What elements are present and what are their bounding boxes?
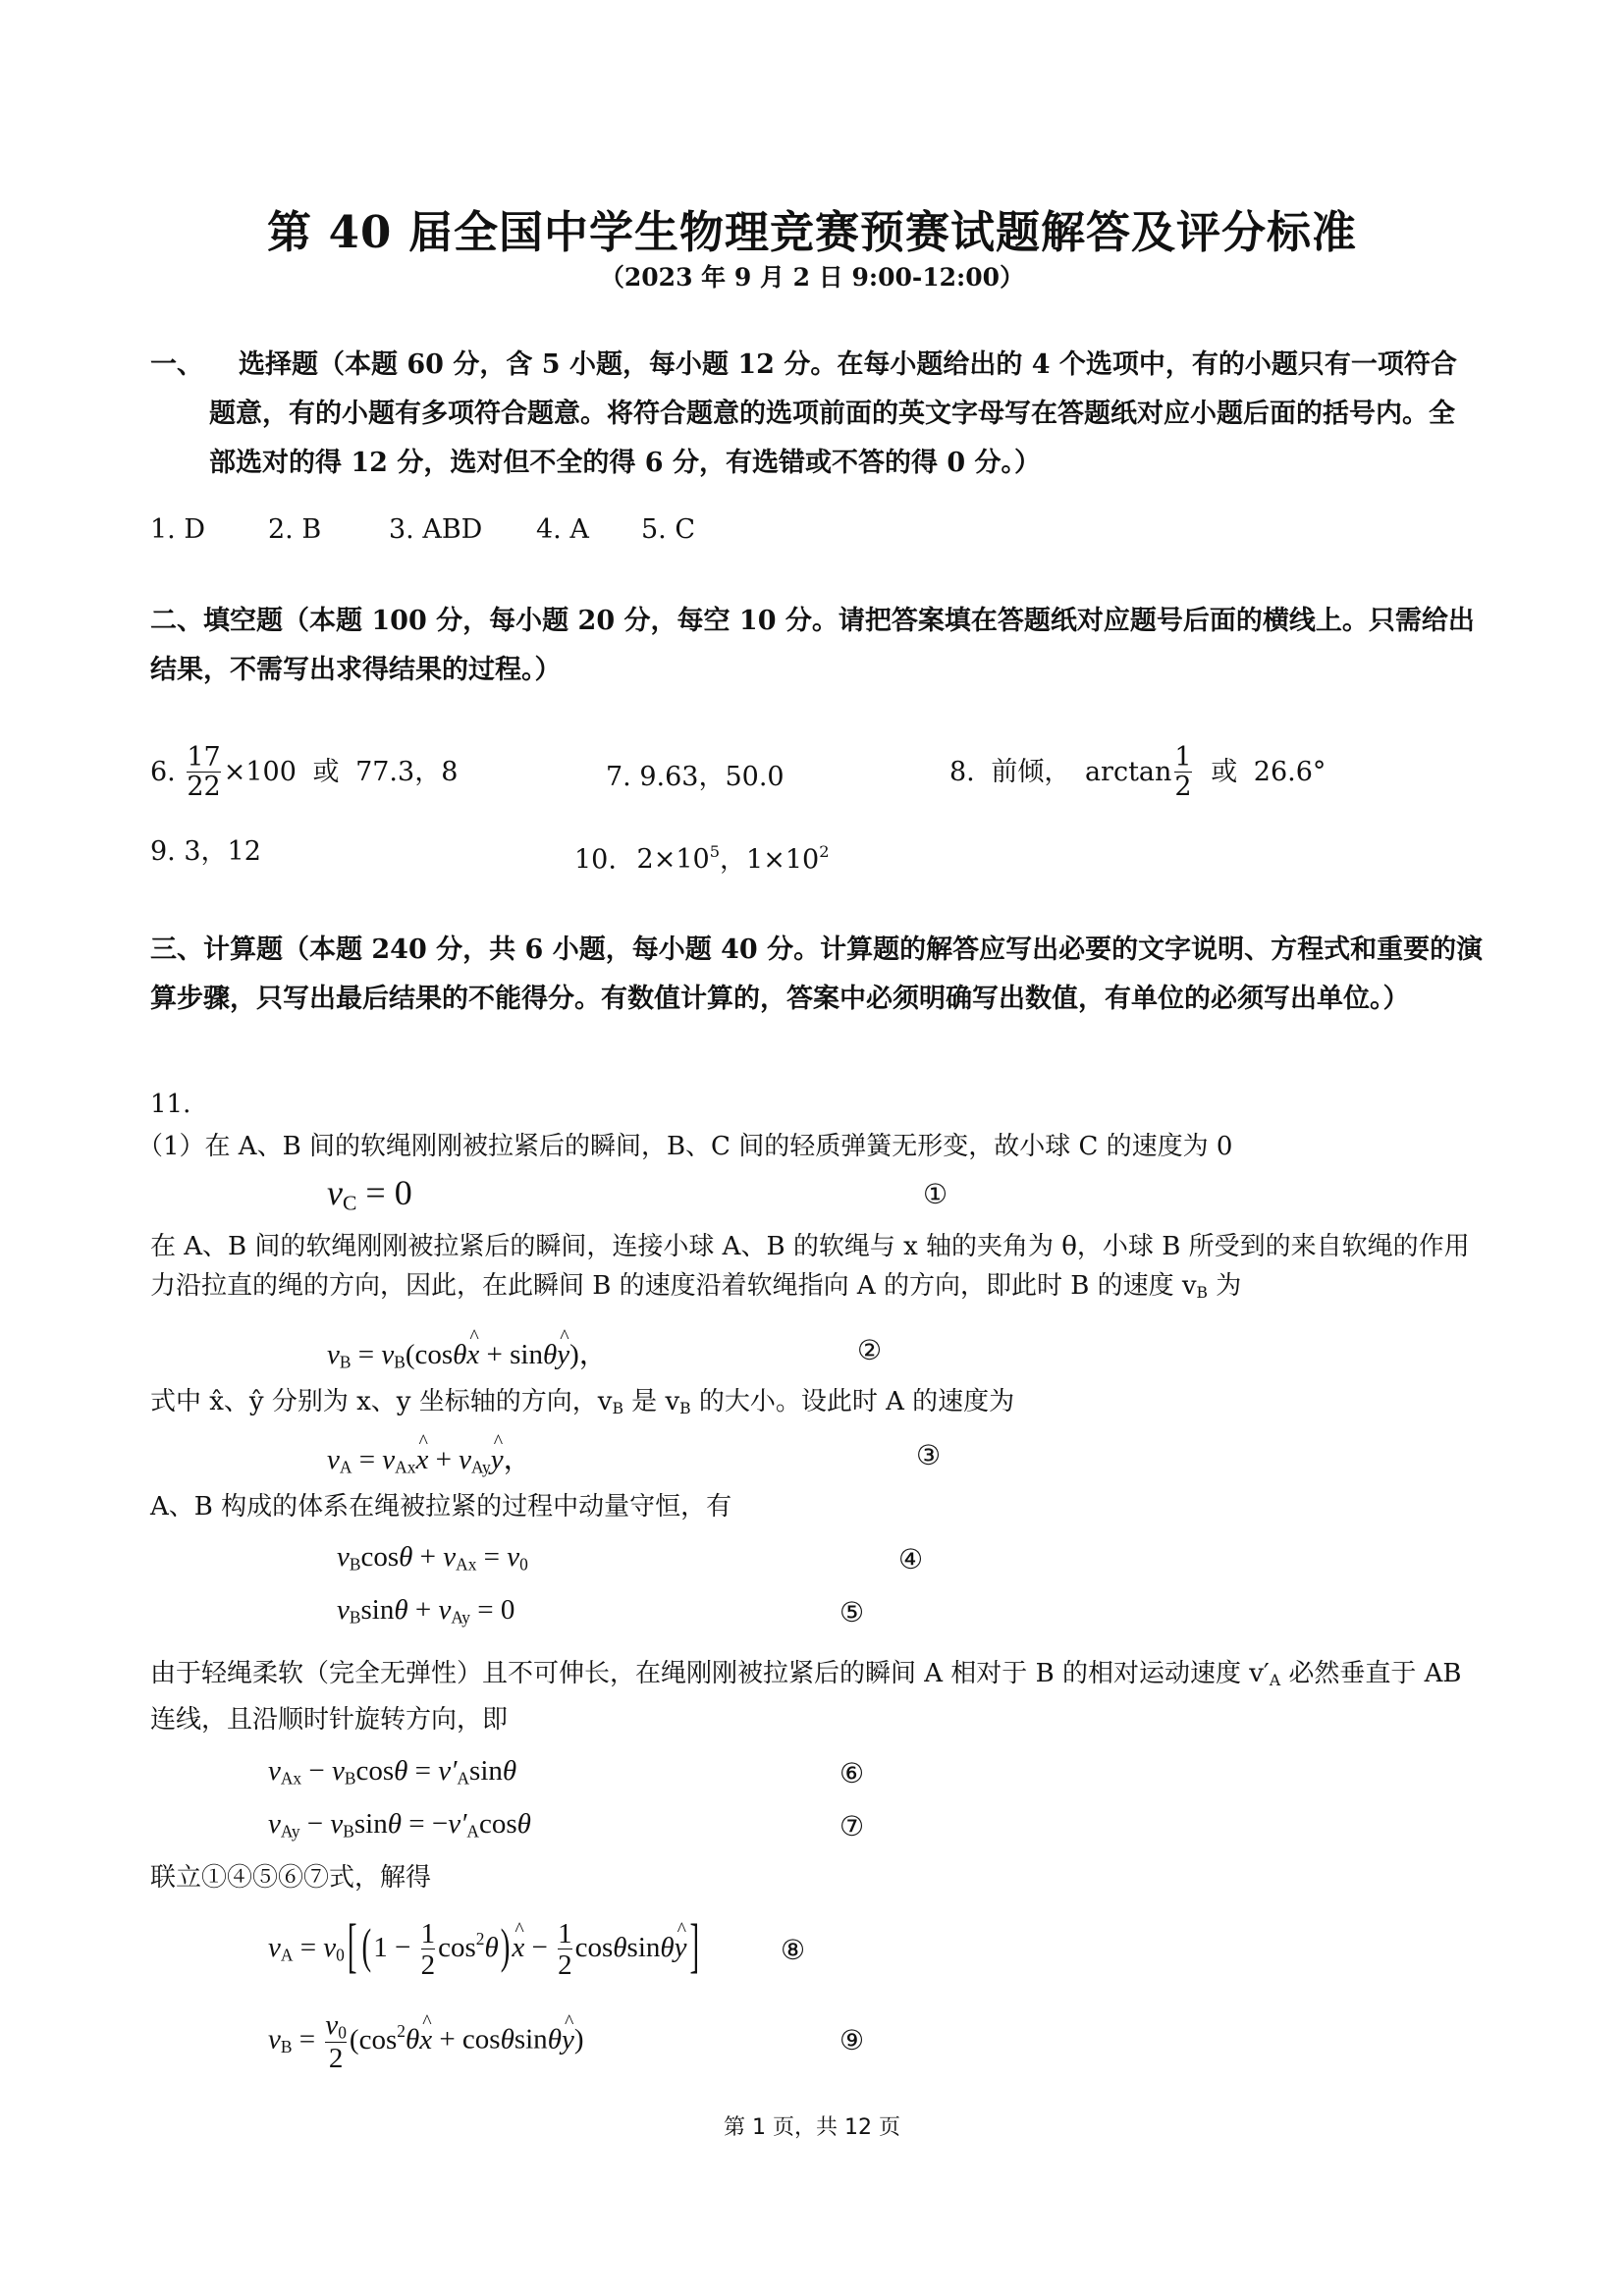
eq-marker-1: ① <box>923 1178 948 1210</box>
problem11-paragraph-5: 由于轻绳柔软（完全无弹性）且不可伸长，在绳刚刚被拉紧后的瞬间 A 相对于 B 的相对运动速度 $v'_A$ 必然垂直于 AB 连线，且沿顺时针旋转方向，即 <box>150 1659 1462 1735</box>
answer-4: 4. A <box>536 514 589 545</box>
fraction-17-22: $\frac{17}{22}$ <box>187 742 221 803</box>
problem11-paragraph-6: 联立①④⑤⑥⑦式，解得 <box>150 1863 432 1893</box>
equation-6: $v_{Ax} - v_B\cos\theta = v'_A\sin\theta$ <box>268 1755 517 1789</box>
eq-marker-5: ⑤ <box>839 1596 865 1629</box>
answer-2: 2. B <box>268 514 322 545</box>
answer-3: 3. ABD <box>389 514 483 545</box>
equation-5: $v_B\sin\theta + v_{Ay} = 0$ <box>337 1594 515 1628</box>
problem11-paragraph-4: A、B 构成的体系在绳被拉紧的过程中动量守恒，有 <box>150 1492 732 1522</box>
section3-instructions: 三、计算题（本题 240 分，共 6 小题，每小题 40 分。计算题的解答应写出必要的文字说明、方程式和重要的演算步骤，只写出最后结果的不能得分。有数值计算的，答案中必须明确写出数值，有单位的必须写出单位。） <box>150 934 1484 1014</box>
section2-instructions: 二、填空题（本题 100 分，每小题 20 分，每空 10 分。请把答案填在答题纸对应题号后面的横线上。只需给出结果，不需写出求得结果的过程。） <box>150 606 1475 685</box>
answer-8: 8. 前倾， arctan $\frac{1}{2}$ 或 26.6° <box>949 742 1326 803</box>
eq-marker-2: ② <box>857 1334 883 1366</box>
problem11-paragraph-3: 式中 x̂、ŷ 分别为 x、y 坐标轴的方向，$v_B$ 是 $v_B$ 的大小。设此时 A 的速度为 <box>150 1387 1015 1417</box>
answer-6: 6. $\frac{17}{22}$ ×100 或 77.3，8 <box>150 742 459 803</box>
equation-3: $v_A$ = $v_{Ax}\^{}$ $x + v_{Ay}\^{}$ y， <box>327 1437 532 1477</box>
problem11-paragraph-2: 在 A、B 间的软绳刚刚被拉紧后的瞬间，连接小球 A、B 的软绳与 x 轴的夹角为 θ，小球 B 所受到的来自软绳的作用力沿拉直的绳的方向，因此，在此瞬间 B 的速度沿着软绳指向 A 的方向，即此时 B 的速度 $v_B$ 为 <box>150 1232 1470 1302</box>
eq-marker-8: ⑧ <box>781 1934 806 1966</box>
answer-5: 5. C <box>641 514 696 545</box>
equation-2: $v_B$ = $v_B(\cos\theta\^{}$ x + sinθ^ y)， <box>327 1332 608 1372</box>
equation-1: $v_C = 0$ <box>327 1173 412 1215</box>
answer-9: 9. 3，12 <box>150 836 261 867</box>
answer-1: 1. D <box>150 514 205 545</box>
problem11-part1: （1）在 A、B 间的软绳刚刚被拉紧后的瞬间，B、C 间的轻质弹簧无形变，故小球 C 的速度为 0 <box>137 1132 1233 1161</box>
section1-answers <box>150 510 696 550</box>
eq-marker-6: ⑥ <box>839 1757 865 1789</box>
answer-10: 10. $2\times 10^5$，$1\times 10^2$ <box>574 842 830 876</box>
page-number: 第 1 页，共 12 页 <box>724 2115 900 2140</box>
equation-9: $v_B$ = $\frac{v_0}{2}$ ($\cos^2\theta\^{}$ x + cosθsinθ^ y) <box>268 2010 583 2073</box>
page-title: 第 40 届全国中学生物理竞赛预赛试题解答及评分标准 <box>267 206 1357 258</box>
equation-7: $v_{Ay} - v_B\sin\theta = -v'_A\cos\theta$ <box>268 1808 531 1842</box>
equation-8: $v_A = v_0$ [ (1 − $\frac{1}{2}$ $\cos^2\theta)\^{}$ x − $\frac{1}{2}$ cosθsinθ^ y ] <box>268 1919 702 1981</box>
equation-4: $v_B\cos\theta + v_{Ax} = v_0$ <box>337 1541 528 1575</box>
eq-marker-3: ③ <box>916 1439 942 1471</box>
section1-instructions: 选择题（本题 60 分，含 5 小题，每小题 12 分。在每小题给出的 4 个选项中，有的小题只有一项符合题意，有的小题有多项符合题意。将符合题意的选项前面的英文字母写在答题纸对应小题后面的括号内。全部选对的得 12 分，选对但不全的得 6 分，有选错或不答的得 0 分。） <box>209 349 1457 478</box>
eq-marker-9: ⑨ <box>839 2024 865 2056</box>
exam-date: （2023 年 9 月 2 日 9:00-12:00） <box>599 263 1025 292</box>
problem-number: 11. <box>150 1090 191 1119</box>
answer-7: 7. 9.63，50.0 <box>606 762 785 792</box>
eq-marker-4: ④ <box>898 1543 924 1575</box>
section1-heading: 一、 <box>150 349 203 380</box>
fraction-1-2: $\frac{1}{2}$ <box>1174 742 1192 803</box>
eq-marker-7: ⑦ <box>839 1810 865 1842</box>
